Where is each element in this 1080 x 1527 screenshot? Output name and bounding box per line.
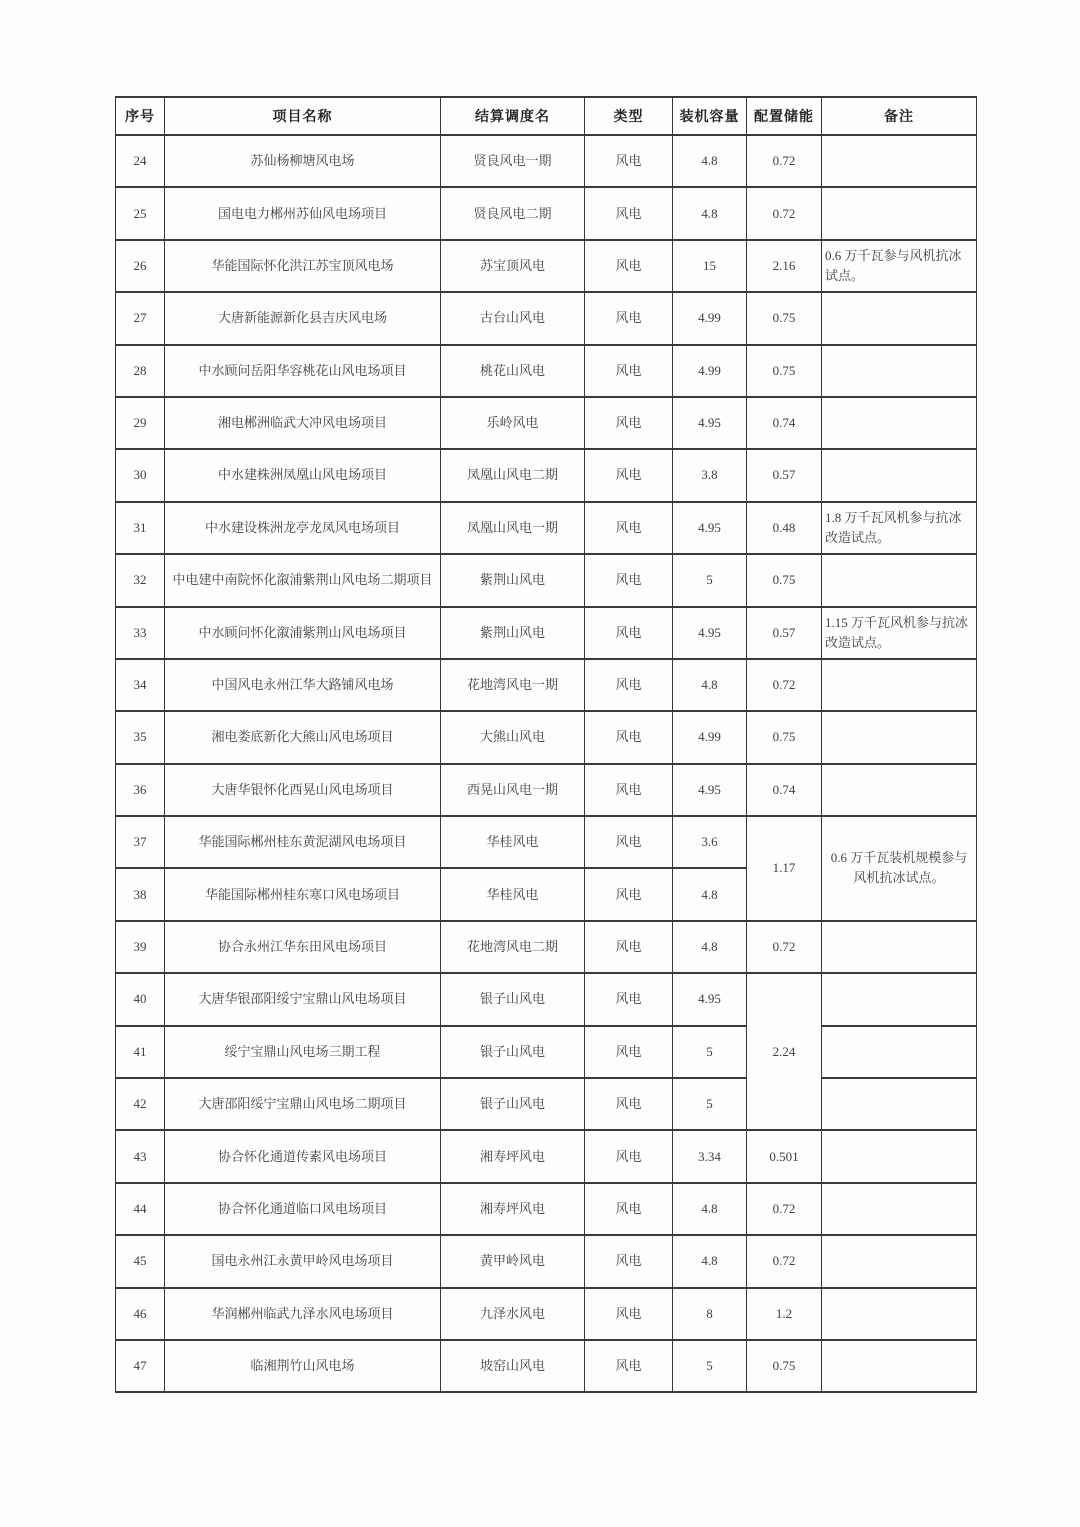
remark-cell bbox=[822, 711, 977, 763]
type-cell: 风电 bbox=[585, 1340, 673, 1392]
project-name-cell: 湘电郴洲临武大冲风电场项目 bbox=[165, 397, 441, 449]
table-row bbox=[116, 973, 977, 1025]
remark-cell bbox=[822, 1235, 977, 1287]
project-name-cell: 华润郴州临武九泽水风电场项目 bbox=[165, 1288, 441, 1340]
capacity-cell: 4.8 bbox=[673, 659, 747, 711]
storage-cell: 0.74 bbox=[747, 764, 822, 816]
storage-cell: 0.57 bbox=[747, 607, 822, 659]
project-name-cell: 中水建设株洲龙亭龙凤风电场项目 bbox=[165, 502, 441, 554]
table-row bbox=[116, 921, 977, 973]
project-name-cell: 国电永州江永黄甲岭风电场项目 bbox=[165, 1235, 441, 1287]
project-name-cell: 中水顾问怀化溆浦紫荆山风电场项目 bbox=[165, 607, 441, 659]
header-remark: 备注 bbox=[822, 97, 977, 135]
serial-number-cell: 26 bbox=[116, 240, 165, 292]
storage-cell: 0.72 bbox=[747, 659, 822, 711]
header-project-name: 项目名称 bbox=[165, 97, 441, 135]
project-name-cell: 协合永州江华东田风电场项目 bbox=[165, 921, 441, 973]
table-row bbox=[116, 554, 977, 606]
capacity-cell: 3.6 bbox=[673, 816, 747, 868]
dispatch-name-cell: 黄甲岭风电 bbox=[441, 1235, 585, 1287]
type-cell: 风电 bbox=[585, 345, 673, 397]
table-row bbox=[116, 187, 977, 239]
table-row bbox=[116, 292, 977, 344]
dispatch-name-cell: 花地湾风电二期 bbox=[441, 921, 585, 973]
dispatch-name-cell: 西晃山风电一期 bbox=[441, 764, 585, 816]
serial-number-cell: 44 bbox=[116, 1183, 165, 1235]
header-type: 类型 bbox=[585, 97, 673, 135]
project-name-cell: 协合怀化通道传素风电场项目 bbox=[165, 1130, 441, 1182]
dispatch-name-cell: 湘寿坪风电 bbox=[441, 1183, 585, 1235]
project-name-cell: 华能国际郴州桂东寒口风电场项目 bbox=[165, 868, 441, 920]
remark-cell bbox=[822, 1340, 977, 1392]
project-name-cell: 大唐邵阳绥宁宝鼎山风电场二期项目 bbox=[165, 1078, 441, 1130]
table-row bbox=[116, 1340, 977, 1392]
serial-number-cell: 31 bbox=[116, 502, 165, 554]
table-row bbox=[116, 607, 977, 659]
project-name-cell: 绥宁宝鼎山风电场三期工程 bbox=[165, 1026, 441, 1078]
dispatch-name-cell: 华桂风电 bbox=[441, 816, 585, 868]
dispatch-name-cell: 华桂风电 bbox=[441, 868, 585, 920]
dispatch-name-cell: 花地湾风电一期 bbox=[441, 659, 585, 711]
serial-number-cell: 25 bbox=[116, 187, 165, 239]
capacity-cell: 15 bbox=[673, 240, 747, 292]
table-row bbox=[116, 659, 977, 711]
project-name-cell: 大唐新能源新化县吉庆风电场 bbox=[165, 292, 441, 344]
dispatch-name-cell: 银子山风电 bbox=[441, 1078, 585, 1130]
dispatch-name-cell: 凤凰山风电一期 bbox=[441, 502, 585, 554]
type-cell: 风电 bbox=[585, 1026, 673, 1078]
project-name-cell: 华能国际郴州桂东黄泥湖风电场项目 bbox=[165, 816, 441, 868]
serial-number-cell: 35 bbox=[116, 711, 165, 763]
capacity-cell: 4.8 bbox=[673, 1183, 747, 1235]
remark-cell bbox=[822, 921, 977, 973]
project-name-cell: 国电电力郴州苏仙风电场项目 bbox=[165, 187, 441, 239]
storage-cell-merged: 2.24 bbox=[747, 973, 822, 1130]
dispatch-name-cell: 苏宝顶风电 bbox=[441, 240, 585, 292]
dispatch-name-cell: 贤良风电二期 bbox=[441, 187, 585, 239]
storage-cell: 0.72 bbox=[747, 135, 822, 187]
dispatch-name-cell: 乐岭风电 bbox=[441, 397, 585, 449]
table-row bbox=[116, 1078, 977, 1130]
header-serial-number: 序号 bbox=[116, 97, 165, 135]
project-name-cell: 大唐华银邵阳绥宁宝鼎山风电场项目 bbox=[165, 973, 441, 1025]
type-cell: 风电 bbox=[585, 502, 673, 554]
storage-cell: 0.75 bbox=[747, 554, 822, 606]
type-cell: 风电 bbox=[585, 711, 673, 763]
serial-number-cell: 27 bbox=[116, 292, 165, 344]
project-name-cell: 中国风电永州江华大路铺风电场 bbox=[165, 659, 441, 711]
table-row bbox=[116, 345, 977, 397]
capacity-cell: 5 bbox=[673, 1026, 747, 1078]
project-name-cell: 华能国际怀化洪江苏宝顶风电场 bbox=[165, 240, 441, 292]
capacity-cell: 4.8 bbox=[673, 868, 747, 920]
capacity-cell: 5 bbox=[673, 1078, 747, 1130]
storage-cell: 0.48 bbox=[747, 502, 822, 554]
remark-cell bbox=[822, 135, 977, 187]
remark-cell: 1.15 万千瓦风机参与抗冰改造试点。 bbox=[822, 607, 977, 659]
capacity-cell: 4.99 bbox=[673, 345, 747, 397]
serial-number-cell: 32 bbox=[116, 554, 165, 606]
capacity-cell: 4.8 bbox=[673, 1235, 747, 1287]
table-row bbox=[116, 449, 977, 501]
capacity-cell: 3.8 bbox=[673, 449, 747, 501]
capacity-cell: 4.95 bbox=[673, 502, 747, 554]
serial-number-cell: 47 bbox=[116, 1340, 165, 1392]
type-cell: 风电 bbox=[585, 816, 673, 868]
dispatch-name-cell: 古台山风电 bbox=[441, 292, 585, 344]
remark-cell bbox=[822, 1130, 977, 1182]
type-cell: 风电 bbox=[585, 921, 673, 973]
remark-cell bbox=[822, 554, 977, 606]
serial-number-cell: 29 bbox=[116, 397, 165, 449]
remark-cell bbox=[822, 449, 977, 501]
project-name-cell: 中水建株洲凤凰山风电场项目 bbox=[165, 449, 441, 501]
serial-number-cell: 42 bbox=[116, 1078, 165, 1130]
table-row bbox=[116, 816, 977, 868]
remark-cell bbox=[822, 1183, 977, 1235]
dispatch-name-cell: 紫荆山风电 bbox=[441, 554, 585, 606]
header-installed-capacity: 装机容量 bbox=[673, 97, 747, 135]
type-cell: 风电 bbox=[585, 1078, 673, 1130]
remark-cell bbox=[822, 973, 977, 1025]
type-cell: 风电 bbox=[585, 397, 673, 449]
type-cell: 风电 bbox=[585, 1235, 673, 1287]
serial-number-cell: 45 bbox=[116, 1235, 165, 1287]
dispatch-name-cell: 九泽水风电 bbox=[441, 1288, 585, 1340]
remark-cell bbox=[822, 1288, 977, 1340]
serial-number-cell: 39 bbox=[116, 921, 165, 973]
storage-cell: 0.57 bbox=[747, 449, 822, 501]
dispatch-name-cell: 银子山风电 bbox=[441, 973, 585, 1025]
capacity-cell: 5 bbox=[673, 554, 747, 606]
type-cell: 风电 bbox=[585, 187, 673, 239]
serial-number-cell: 38 bbox=[116, 868, 165, 920]
type-cell: 风电 bbox=[585, 868, 673, 920]
table-row bbox=[116, 1235, 977, 1287]
dispatch-name-cell: 紫荆山风电 bbox=[441, 607, 585, 659]
capacity-cell: 4.8 bbox=[673, 187, 747, 239]
header-dispatch-name: 结算调度名 bbox=[441, 97, 585, 135]
storage-cell: 0.75 bbox=[747, 1340, 822, 1392]
project-name-cell: 苏仙杨柳塘风电场 bbox=[165, 135, 441, 187]
storage-cell: 2.16 bbox=[747, 240, 822, 292]
type-cell: 风电 bbox=[585, 659, 673, 711]
storage-cell: 1.2 bbox=[747, 1288, 822, 1340]
storage-cell: 0.75 bbox=[747, 345, 822, 397]
capacity-cell: 4.8 bbox=[673, 921, 747, 973]
remark-cell bbox=[822, 187, 977, 239]
type-cell: 风电 bbox=[585, 764, 673, 816]
table-row bbox=[116, 240, 977, 292]
storage-cell: 0.75 bbox=[747, 292, 822, 344]
type-cell: 风电 bbox=[585, 240, 673, 292]
type-cell: 风电 bbox=[585, 1288, 673, 1340]
wind-projects-table bbox=[115, 96, 977, 1393]
remark-cell bbox=[822, 659, 977, 711]
remark-cell bbox=[822, 1026, 977, 1078]
storage-cell: 0.74 bbox=[747, 397, 822, 449]
capacity-cell: 4.95 bbox=[673, 764, 747, 816]
type-cell: 风电 bbox=[585, 1183, 673, 1235]
project-name-cell: 湘电娄底新化大熊山风电场项目 bbox=[165, 711, 441, 763]
table-row bbox=[116, 502, 977, 554]
remark-cell bbox=[822, 345, 977, 397]
capacity-cell: 4.8 bbox=[673, 135, 747, 187]
serial-number-cell: 30 bbox=[116, 449, 165, 501]
capacity-cell: 4.99 bbox=[673, 711, 747, 763]
capacity-cell: 4.99 bbox=[673, 292, 747, 344]
serial-number-cell: 43 bbox=[116, 1130, 165, 1182]
table-row bbox=[116, 1026, 977, 1078]
type-cell: 风电 bbox=[585, 1130, 673, 1182]
type-cell: 风电 bbox=[585, 135, 673, 187]
type-cell: 风电 bbox=[585, 973, 673, 1025]
remark-cell: 0.6 万千瓦参与风机抗冰试点。 bbox=[822, 240, 977, 292]
project-name-cell: 临湘荆竹山风电场 bbox=[165, 1340, 441, 1392]
header-row bbox=[116, 97, 977, 135]
serial-number-cell: 34 bbox=[116, 659, 165, 711]
remark-cell bbox=[822, 397, 977, 449]
serial-number-cell: 41 bbox=[116, 1026, 165, 1078]
serial-number-cell: 28 bbox=[116, 345, 165, 397]
table-row bbox=[116, 764, 977, 816]
table-row bbox=[116, 1288, 977, 1340]
project-name-cell: 协合怀化通道临口风电场项目 bbox=[165, 1183, 441, 1235]
remark-cell bbox=[822, 1078, 977, 1130]
dispatch-name-cell: 银子山风电 bbox=[441, 1026, 585, 1078]
project-name-cell: 中水顾问岳阳华容桃花山风电场项目 bbox=[165, 345, 441, 397]
storage-cell: 0.72 bbox=[747, 1235, 822, 1287]
storage-cell: 0.72 bbox=[747, 921, 822, 973]
dispatch-name-cell: 贤良风电一期 bbox=[441, 135, 585, 187]
serial-number-cell: 24 bbox=[116, 135, 165, 187]
capacity-cell: 4.95 bbox=[673, 397, 747, 449]
serial-number-cell: 40 bbox=[116, 973, 165, 1025]
table-row bbox=[116, 397, 977, 449]
table-row bbox=[116, 1183, 977, 1235]
table-row bbox=[116, 135, 977, 187]
dispatch-name-cell: 湘寿坪风电 bbox=[441, 1130, 585, 1182]
type-cell: 风电 bbox=[585, 554, 673, 606]
serial-number-cell: 36 bbox=[116, 764, 165, 816]
storage-cell: 0.501 bbox=[747, 1130, 822, 1182]
capacity-cell: 3.34 bbox=[673, 1130, 747, 1182]
capacity-cell: 4.95 bbox=[673, 607, 747, 659]
project-name-cell: 大唐华银怀化西晃山风电场项目 bbox=[165, 764, 441, 816]
remark-cell bbox=[822, 764, 977, 816]
storage-cell-merged: 1.17 bbox=[747, 816, 822, 921]
dispatch-name-cell: 桃花山风电 bbox=[441, 345, 585, 397]
table-row bbox=[116, 1130, 977, 1182]
type-cell: 风电 bbox=[585, 607, 673, 659]
storage-cell: 0.75 bbox=[747, 711, 822, 763]
type-cell: 风电 bbox=[585, 292, 673, 344]
capacity-cell: 5 bbox=[673, 1340, 747, 1392]
remark-cell-merged: 0.6 万千瓦装机规模参与风机抗冰试点。 bbox=[822, 816, 977, 921]
type-cell: 风电 bbox=[585, 449, 673, 501]
serial-number-cell: 46 bbox=[116, 1288, 165, 1340]
dispatch-name-cell: 坡窑山风电 bbox=[441, 1340, 585, 1392]
capacity-cell: 4.95 bbox=[673, 973, 747, 1025]
dispatch-name-cell: 大熊山风电 bbox=[441, 711, 585, 763]
header-storage-config: 配置储能 bbox=[747, 97, 822, 135]
storage-cell: 0.72 bbox=[747, 1183, 822, 1235]
project-name-cell: 中电建中南院怀化溆浦紫荆山风电场二期项目 bbox=[165, 554, 441, 606]
remark-cell bbox=[822, 292, 977, 344]
capacity-cell: 8 bbox=[673, 1288, 747, 1340]
table-row bbox=[116, 711, 977, 763]
remark-cell: 1.8 万千瓦风机参与抗冰改造试点。 bbox=[822, 502, 977, 554]
serial-number-cell: 33 bbox=[116, 607, 165, 659]
storage-cell: 0.72 bbox=[747, 187, 822, 239]
serial-number-cell: 37 bbox=[116, 816, 165, 868]
dispatch-name-cell: 凤凰山风电二期 bbox=[441, 449, 585, 501]
